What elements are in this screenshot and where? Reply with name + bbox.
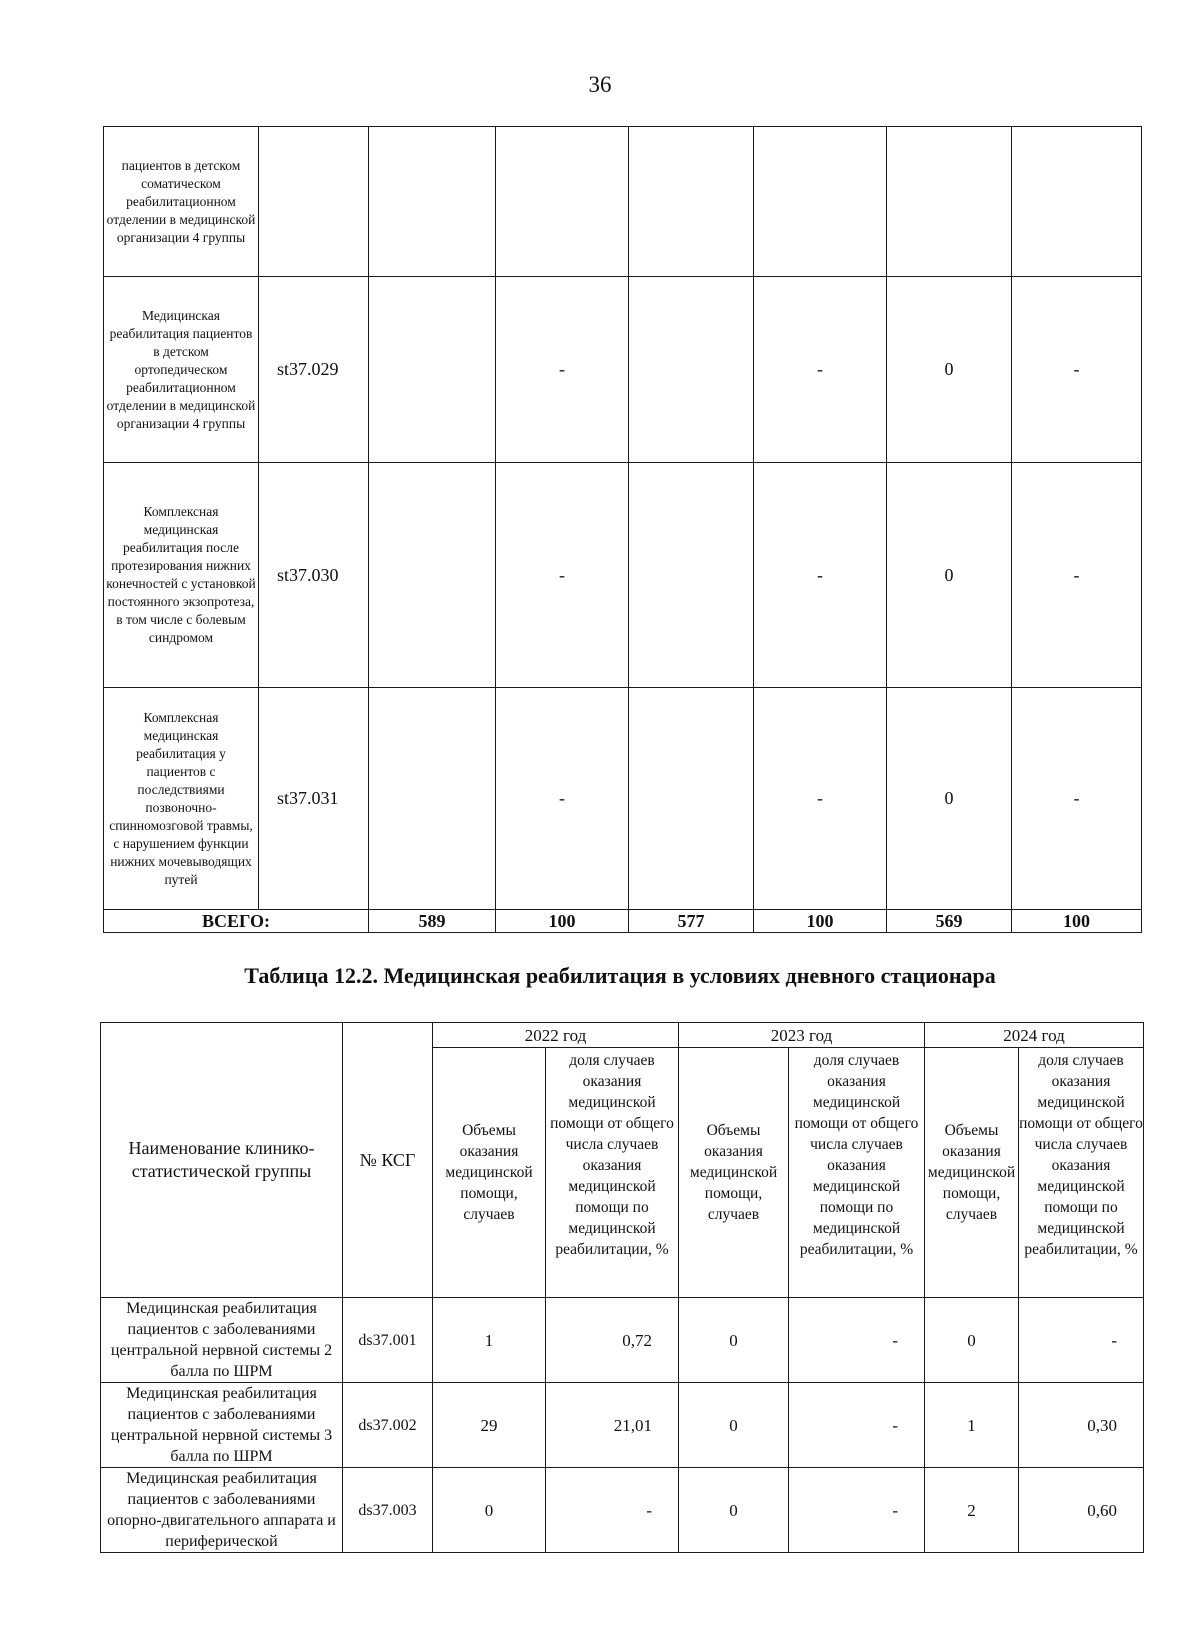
share-cell: 21,01 <box>546 1383 679 1468</box>
volume-cell: 1 <box>925 1383 1019 1468</box>
table-row <box>101 1383 1144 1468</box>
volume-cell: 1 <box>433 1298 546 1383</box>
header-volume: Объемы оказания медицинской помощи, случаев <box>679 1048 789 1298</box>
volume-cell: 0 <box>679 1383 789 1468</box>
rehab-round-the-clock-table-continued <box>103 126 1142 933</box>
total-value: 589 <box>369 910 496 933</box>
ksg-code-cell: st37.030 <box>259 463 369 688</box>
value-cell <box>887 127 1012 277</box>
volume-cell: 0 <box>925 1298 1019 1383</box>
ksg-code-cell: st37.029 <box>259 277 369 463</box>
value-cell: - <box>754 463 887 688</box>
volume-cell: 2 <box>925 1468 1019 1553</box>
rehab-day-hospital-table <box>100 1022 1144 1553</box>
share-cell: 0,72 <box>546 1298 679 1383</box>
table-title: Таблица 12.2. Медицинская реабилитация в условиях дневного стационара <box>244 963 996 988</box>
value-cell <box>496 127 629 277</box>
total-label: ВСЕГО: <box>104 910 369 933</box>
ksg-code-cell: st37.031 <box>259 688 369 910</box>
total-value: 569 <box>887 910 1012 933</box>
value-cell: - <box>754 277 887 463</box>
value-cell <box>1012 127 1142 277</box>
value-cell: 0 <box>887 463 1012 688</box>
header-share: доля случаев оказания медицинской помощи от общего числа случаев оказания медицинской помощи по медицинской реабилитации, % <box>1019 1048 1144 1298</box>
ksg-code-cell: ds37.001 <box>343 1298 433 1383</box>
share-cell: - <box>1019 1298 1144 1383</box>
volume-cell: 0 <box>433 1468 546 1553</box>
total-row <box>104 910 1142 933</box>
value-cell: - <box>496 277 629 463</box>
ksg-name-cell: Комплексная медицинская реабилитация после протезирования нижних конечностей с установкой постоянного экзопротеза, в том числе с болевым синдромом <box>104 463 259 688</box>
value-cell <box>629 688 754 910</box>
share-cell: - <box>546 1468 679 1553</box>
ksg-code-cell: ds37.003 <box>343 1468 433 1553</box>
total-value: 100 <box>1012 910 1142 933</box>
ksg-name-cell: Медицинская реабилитация пациентов с заболеваниями центральной нервной системы 2 балла по ШРМ <box>101 1298 343 1383</box>
share-cell: - <box>789 1468 925 1553</box>
total-value: 100 <box>754 910 887 933</box>
header-year-2022: 2022 год <box>433 1023 679 1048</box>
table-row <box>104 463 1142 688</box>
share-cell: 0,60 <box>1019 1468 1144 1553</box>
table-row <box>104 688 1142 910</box>
table-row <box>104 127 1142 277</box>
ksg-name-cell: Медицинская реабилитация пациентов с заболеваниями опорно-двигательного аппарата и периферической <box>101 1468 343 1553</box>
header-code: № КСГ <box>343 1023 433 1298</box>
value-cell <box>369 688 496 910</box>
volume-cell: 0 <box>679 1468 789 1553</box>
ksg-code-cell: ds37.002 <box>343 1383 433 1468</box>
volume-cell: 29 <box>433 1383 546 1468</box>
volume-cell: 0 <box>679 1298 789 1383</box>
header-share: доля случаев оказания медицинской помощи от общего числа случаев оказания медицинской помощи по медицинской реабилитации, % <box>789 1048 925 1298</box>
total-value: 100 <box>496 910 629 933</box>
value-cell: - <box>1012 277 1142 463</box>
header-name: Наименование клинико-статистической группы <box>101 1023 343 1298</box>
ksg-name-cell: пациентов в детском соматическом реабилитационном отделении в медицинской организации 4 группы <box>104 127 259 277</box>
value-cell: - <box>1012 688 1142 910</box>
page-number: 36 <box>588 72 612 97</box>
ksg-name-cell: Медицинская реабилитация пациентов в детском ортопедическом реабилитационном отделении в медицинской организации 4 группы <box>104 277 259 463</box>
header-row <box>101 1023 1144 1048</box>
value-cell: - <box>754 688 887 910</box>
table-row <box>101 1468 1144 1553</box>
value-cell: 0 <box>887 277 1012 463</box>
share-cell: - <box>789 1298 925 1383</box>
header-volume: Объемы оказания медицинской помощи, случаев <box>433 1048 546 1298</box>
value-cell <box>629 127 754 277</box>
header-volume: Объемы оказания медицинской помощи, случаев <box>925 1048 1019 1298</box>
value-cell: - <box>1012 463 1142 688</box>
value-cell <box>369 463 496 688</box>
share-cell: 0,30 <box>1019 1383 1144 1468</box>
value-cell <box>369 127 496 277</box>
share-cell: - <box>789 1383 925 1468</box>
total-value: 577 <box>629 910 754 933</box>
value-cell <box>754 127 887 277</box>
value-cell <box>629 463 754 688</box>
table-row <box>104 277 1142 463</box>
table-row <box>101 1298 1144 1383</box>
header-year-2024: 2024 год <box>925 1023 1144 1048</box>
value-cell: 0 <box>887 688 1012 910</box>
value-cell: - <box>496 463 629 688</box>
header-share: доля случаев оказания медицинской помощи от общего числа случаев оказания медицинской помощи по медицинской реабилитации, % <box>546 1048 679 1298</box>
ksg-name-cell: Комплексная медицинская реабилитация у пациентов с последствиями позвоночно-спинномозговой травмы, с нарушением функции нижних мочевыводящих путей <box>104 688 259 910</box>
value-cell <box>629 277 754 463</box>
value-cell: - <box>496 688 629 910</box>
value-cell <box>369 277 496 463</box>
header-year-2023: 2023 год <box>679 1023 925 1048</box>
ksg-name-cell: Медицинская реабилитация пациентов с заболеваниями центральной нервной системы 3 балла по ШРМ <box>101 1383 343 1468</box>
ksg-code-cell <box>259 127 369 277</box>
